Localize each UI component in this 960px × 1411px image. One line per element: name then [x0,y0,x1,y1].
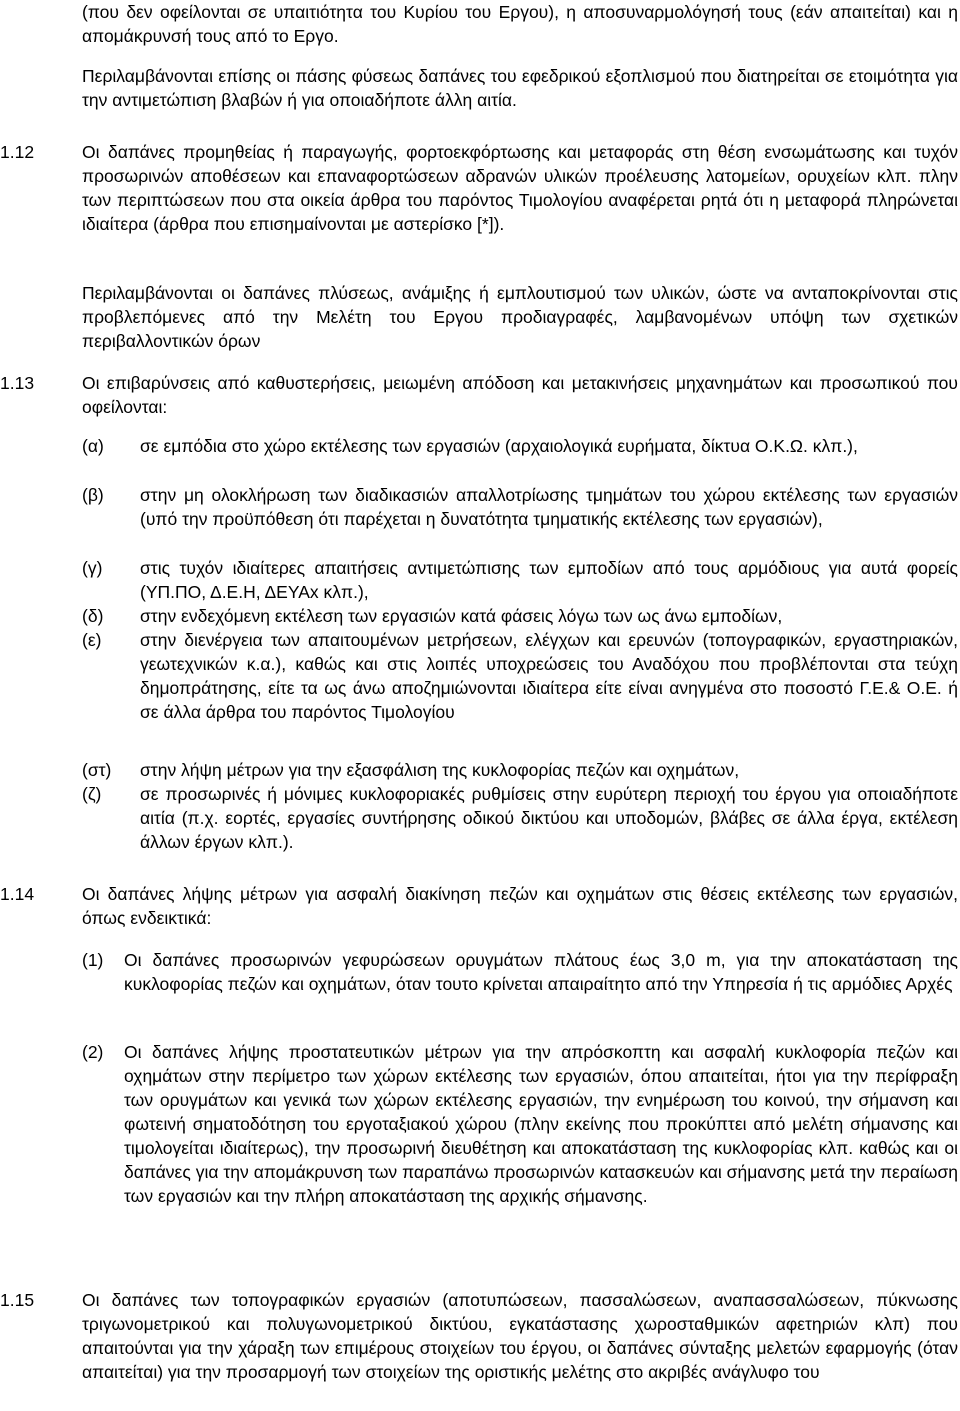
list-item-text: Οι δαπάνες προσωρινών γεφυρώσεων ορυγμάτων πλάτους έως 3,0 m, για την αποκατάσταση της κυκλοφορίας πεζών και οχημάτων, όταν τουτο κρίνεται απαιραίτητο από την Υπηρεσία ή τις αρμόδιες Αρχές [124,950,958,994]
list-item-text: Οι δαπάνες λήψης προστατευτικών μέτρων για την απρόσκοπτη και ασφαλή κυκλοφορία πεζών και οχημάτων στην περίμετρο των χώρων εκτέλεσης των εργασιών, όπου απαιτείται, ήτοι για την περίφραξη των ορυγμάτων και γενικά των χώρων εκτέλεσης εργασιών, την ενημέρωση του κοινού, την σήμανση και φωτεινή σηματοδότηση του εργοταξιακού χώρου (πλην εκείνης που προκύπτει από μελέτη σήμανσης και τιμολογείται ιδιαίτερως), την προσωρινή διευθέτηση και αποκατάσταση της κυκλοφορίας κλπ. καθώς και οι δαπάνες για την απομάκρυνση των παραπάνω προσωρινών κατασκευών και σήμανσης μετά την περαίωση των εργασιών και την πλήρη αποκατάσταση της αρχικής σήμανσης. [124,1042,958,1206]
section-paragraph: Οι δαπάνες προμηθείας ή παραγωγής, φορτοεκφόρτωσης και μεταφοράς στη θέση ενσωμάτωσης και τυχόν προσωρινών αποθέσεων και επαναφορτώσεων αδρανών υλικών προέλευσης λατομείων, ορυχείων κλπ. πλην των περιπτώσεων που στα οικεία άρθρα του παρόντος Τιμολογίου αναφέρεται ρητά ότι η μεταφορά πληρώνεται ιδιαίτερα (άρθρα που επισημαίνονται με αστερίσκο [*]). [82,142,958,234]
list-item-text: σε προσωρινές ή μόνιμες κυκλοφοριακές ρυθμίσεις στην ευρύτερη περιοχή του έργου για οποιαδήποτε αιτία (π.χ. εορτές, εργασίες συντήρησης οδικού δικτύου και υποδομών, βλάβες σε άλλα έργα, εκτέλεση άλλων έργων κλπ.). [140,784,958,852]
list-item-label: (β) [82,485,104,505]
section-paragraph: Περιλαμβάνονται οι δαπάνες πλύσεως, ανάμιξης ή εμπλουτισμού των υλικών, ώστε να ανταποκρίνονται στις προβλεπόμενες από την Μελέτη του Εργου προδιαγραφές, λαμβανομένων υπόψη των σχετικών περιβαλλοντικών όρων [82,283,958,351]
section-number: 1.14 [0,884,35,904]
list-item-text: στις τυχόν ιδιαίτερες απαιτήσεις αντιμετώπισης των εμποδίων από τους αρμόδιους για αυτά φορείς (ΥΠ.ΠΟ, Δ.Ε.Η, ΔΕΥΑx κλπ.), [140,558,958,602]
list-item-text: στην διενέργεια των απαιτουμένων μετρήσεων, ελέγχων και ερευνών (τοπογραφικών, εργαστηριακών, γεωτεχνικών κ.α.), καθώς και στις λοιπές υποχρεώσεις του Αναδόχου που προβλέπονται στα τεύχη δημοπράτησης, είτε τα ως άνω αποζημιώνονται ιδιαίτερα είτε είναι ανηγμένα στο ποσοστό Γ.Ε.& Ο.Ε. ή σε άλλα άρθρα του παρόντος Τιμολογίου [140,630,958,722]
section-paragraph: Οι δαπάνες των τοπογραφικών εργασιών (αποτυπώσεων, πασσαλώσεων, αναπασσαλώσεων, πύκνωσης τριγωνομετρικού και πολυγωνομετρικού δικτύου, εγκατάστασης χωροσταθμικών αφετηριών κλπ) που απαιτούνται για την χάραξη των επιμέρους στοιχείων του έργου, οι δαπάνες σύνταξης μελετών εφαρμογής (όταν απαιτείται) για την προσαρμογή των στοιχείων της οριστικής μελέτης στο ακριβές ανάγλυφο του [82,1290,958,1382]
list-item-label: (στ) [82,760,112,780]
intro-paragraph-1: (που δεν οφείλονται σε υπαιτιότητα του Κυρίου του Εργου), η αποσυναρμολόγησή τους (εάν απαιτείται) και η απομάκρυνσή τους από το Εργο. [82,2,958,46]
list-item-label: (ε) [82,630,102,650]
list-item-text: στην ενδεχόμενη εκτέλεση των εργασιών κατά φάσεις λόγω των ως άνω εμποδίων, [140,606,783,626]
list-item-label: (2) [82,1042,104,1062]
list-item-label: (α) [82,436,104,456]
list-item-text: σε εμπόδια στο χώρο εκτέλεσης των εργασιών (αρχαιολογικά ευρήματα, δίκτυα Ο.Κ.Ω. κλπ.), [140,436,858,456]
section-number: 1.15 [0,1290,35,1310]
section-number: 1.12 [0,142,35,162]
section-intro: Οι δαπάνες λήψης μέτρων για ασφαλή διακίνηση πεζών και οχημάτων στις θέσεις εκτέλεσης των εργασιών, όπως ενδεικτικά: [82,884,958,928]
list-item-text: στην λήψη μέτρων για την εξασφάλιση της κυκλοφορίας πεζών και οχημάτων, [140,760,740,780]
section-intro: Οι επιβαρύνσεις από καθυστερήσεις, μειωμένη απόδοση και μετακινήσεις μηχανημάτων και προσωπικού που οφείλονται: [82,373,958,417]
list-item-text: στην μη ολοκλήρωση των διαδικασιών απαλλοτρίωσης τμημάτων του χώρου εκτέλεσης των εργασιών (υπό την προϋπόθεση ότι παρέχεται η δυνατότητα τμηματικής εκτέλεσης των εργασιών), [140,485,958,529]
section-number: 1.13 [0,373,35,393]
list-item-label: (γ) [82,558,103,578]
list-item-label: (1) [82,950,104,970]
list-item-label: (δ) [82,606,104,626]
intro-paragraph-2: Περιλαμβάνονται επίσης οι πάσης φύσεως δαπάνες του εφεδρικού εξοπλισμού που διατηρείται σε ετοιμότητα για την αντιμετώπιση βλαβών ή για οποιαδήποτε άλλη αιτία. [82,66,958,110]
list-item-label: (ζ) [82,784,102,804]
